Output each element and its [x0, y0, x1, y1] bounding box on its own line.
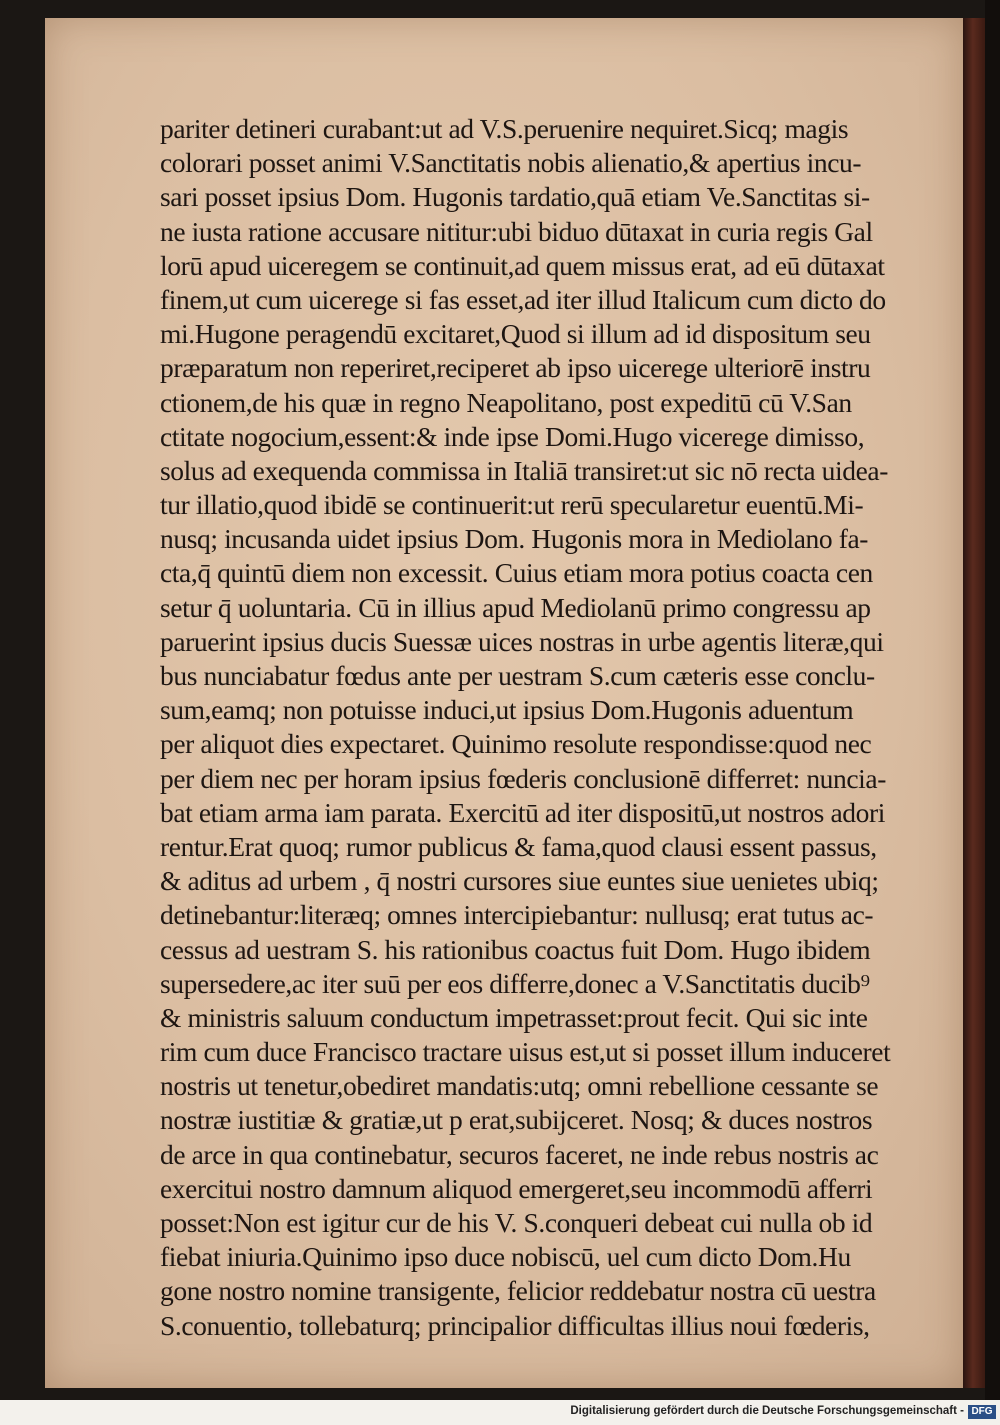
text-line: tur illatio,quod ibidē se continuerit:ut rerū specularetur euentū.Mi- [160, 489, 864, 521]
dfg-logo: DFG [968, 1405, 996, 1419]
text-line: per aliquot dies expectaret. Quinimo resolute respondisse:quod nec [160, 728, 872, 760]
text-line: ne iusta ratione accusare nititur:ubi biduo dūtaxat in curia regis Gal [160, 215, 873, 247]
text-line: colorari posset animi V.Sanctitatis nobis alienatio,& apertius incu- [160, 147, 862, 179]
text-line: nostræ iustitiæ & gratiæ,ut p erat,subijceret. Nosq; & duces nostros [160, 1104, 873, 1136]
text-line: bat etiam arma iam parata. Exercitū ad iter dispositū,ut nostros adori [160, 796, 885, 828]
text-line: ctitate nogocium,essent:& inde ipse Domi.Hugo vicerege dimisso, [160, 420, 865, 452]
footer-bar [0, 1400, 1000, 1425]
text-line: & aditus ad urbem , q̄ nostri cursores siue euntes siue uenietes ubiq; [160, 865, 879, 897]
text-block [160, 112, 920, 1343]
text-line: cta,q̄ quintū diem non excessit. Cuius etiam mora potius coacta cen [160, 557, 873, 589]
text-line: detinebantur:literæq; omnes intercipiebantur: nullusq; erat tutus ac- [160, 899, 874, 931]
text-line: finem,ut cum uicerege si fas esset,ad iter illud Italicum cum dicto do [160, 283, 886, 315]
text-line: exercitui nostro damnum aliquod emergeret,seu incommodū afferri [160, 1172, 873, 1204]
text-line: per diem nec per horam ipsius fœderis conclusionē differret: nuncia- [160, 762, 886, 794]
text-line: fiebat iniuria.Quinimo ipso duce nobiscū, uel cum dicto Dom.Hu [160, 1241, 851, 1273]
text-line: posset:Non est igitur cur de his V. S.conqueri debeat cui nulla ob id [160, 1207, 873, 1238]
footer-credit: Digitalisierung gefördert durch die Deutsche Forschungsgemeinschaft - [570, 1405, 964, 1417]
text-line: mi.Hugone peragendū excitaret,Quod si illum ad id dispositum seu [160, 318, 871, 350]
text-line: bus nunciabatur fœdus ante per uestram S.cum cæteris esse conclu- [160, 660, 875, 691]
text-line: S.conuentio, tollebaturq; principalior difficultas illius noui fœderis, [160, 1309, 870, 1341]
text-line: pariter detineri curabant:ut ad V.S.peruenire nequiret.Sicq; magis [160, 113, 849, 144]
text-line: nusq; incusanda uidet ipsius Dom. Hugonis mora in Mediolano fa- [160, 523, 869, 555]
text-line: gone nostro nomine transigente, felicior reddebatur nostra cū uestra [160, 1275, 876, 1307]
text-line: sum,eamq; non potuisse induci,ut ipsius Dom.Hugonis aduentum [160, 694, 854, 726]
text-line: præparatum non reperiret,reciperet ab ipso uicerege ulteriorē instru [160, 352, 871, 384]
text-line: ctionem,de his quæ in regno Neapolitano, post expeditū cū V.San [160, 386, 852, 418]
book-spine [963, 18, 985, 1388]
text-line: setur q̄ uoluntaria. Cū in illius apud Mediolanū primo congressu ap [160, 591, 871, 623]
scan-edge [985, 0, 1000, 1400]
text-line: & ministris saluum conductum impetrasset:prout fecit. Qui sic inte [160, 1001, 868, 1033]
text-line: solus ad exequenda commissa in Italiā transiret:ut sic nō recta uidea- [160, 454, 888, 486]
text-line: nostris ut tenetur,obediret mandatis:utq; omni rebellione cessante se [160, 1070, 879, 1102]
text-line: supersedere,ac iter suū per eos differre,donec a V.Sanctitatis ducib⁹ [160, 967, 870, 999]
text-line: paruerint ipsius ducis Suessæ uices nostras in urbe agentis literæ,qui [160, 625, 884, 657]
text-line: sari posset ipsius Dom. Hugonis tardatio,quā etiam Ve.Sanctitas si- [160, 181, 870, 213]
text-line: lorū apud uiceregem se continuit,ad quem missus erat, ad eū dūtaxat [160, 249, 885, 281]
text-line: cessus ad uestram S. his rationibus coactus fuit Dom. Hugo ibidem [160, 933, 871, 965]
text-line: de arce in qua continebatur, securos faceret, ne inde rebus nostris ac [160, 1138, 879, 1170]
text-line: rentur.Erat quoq; rumor publicus & fama,quod clausi essent passus, [160, 830, 877, 862]
text-line: rim cum duce Francisco tractare uisus est,ut si posset illum induceret [160, 1036, 891, 1068]
